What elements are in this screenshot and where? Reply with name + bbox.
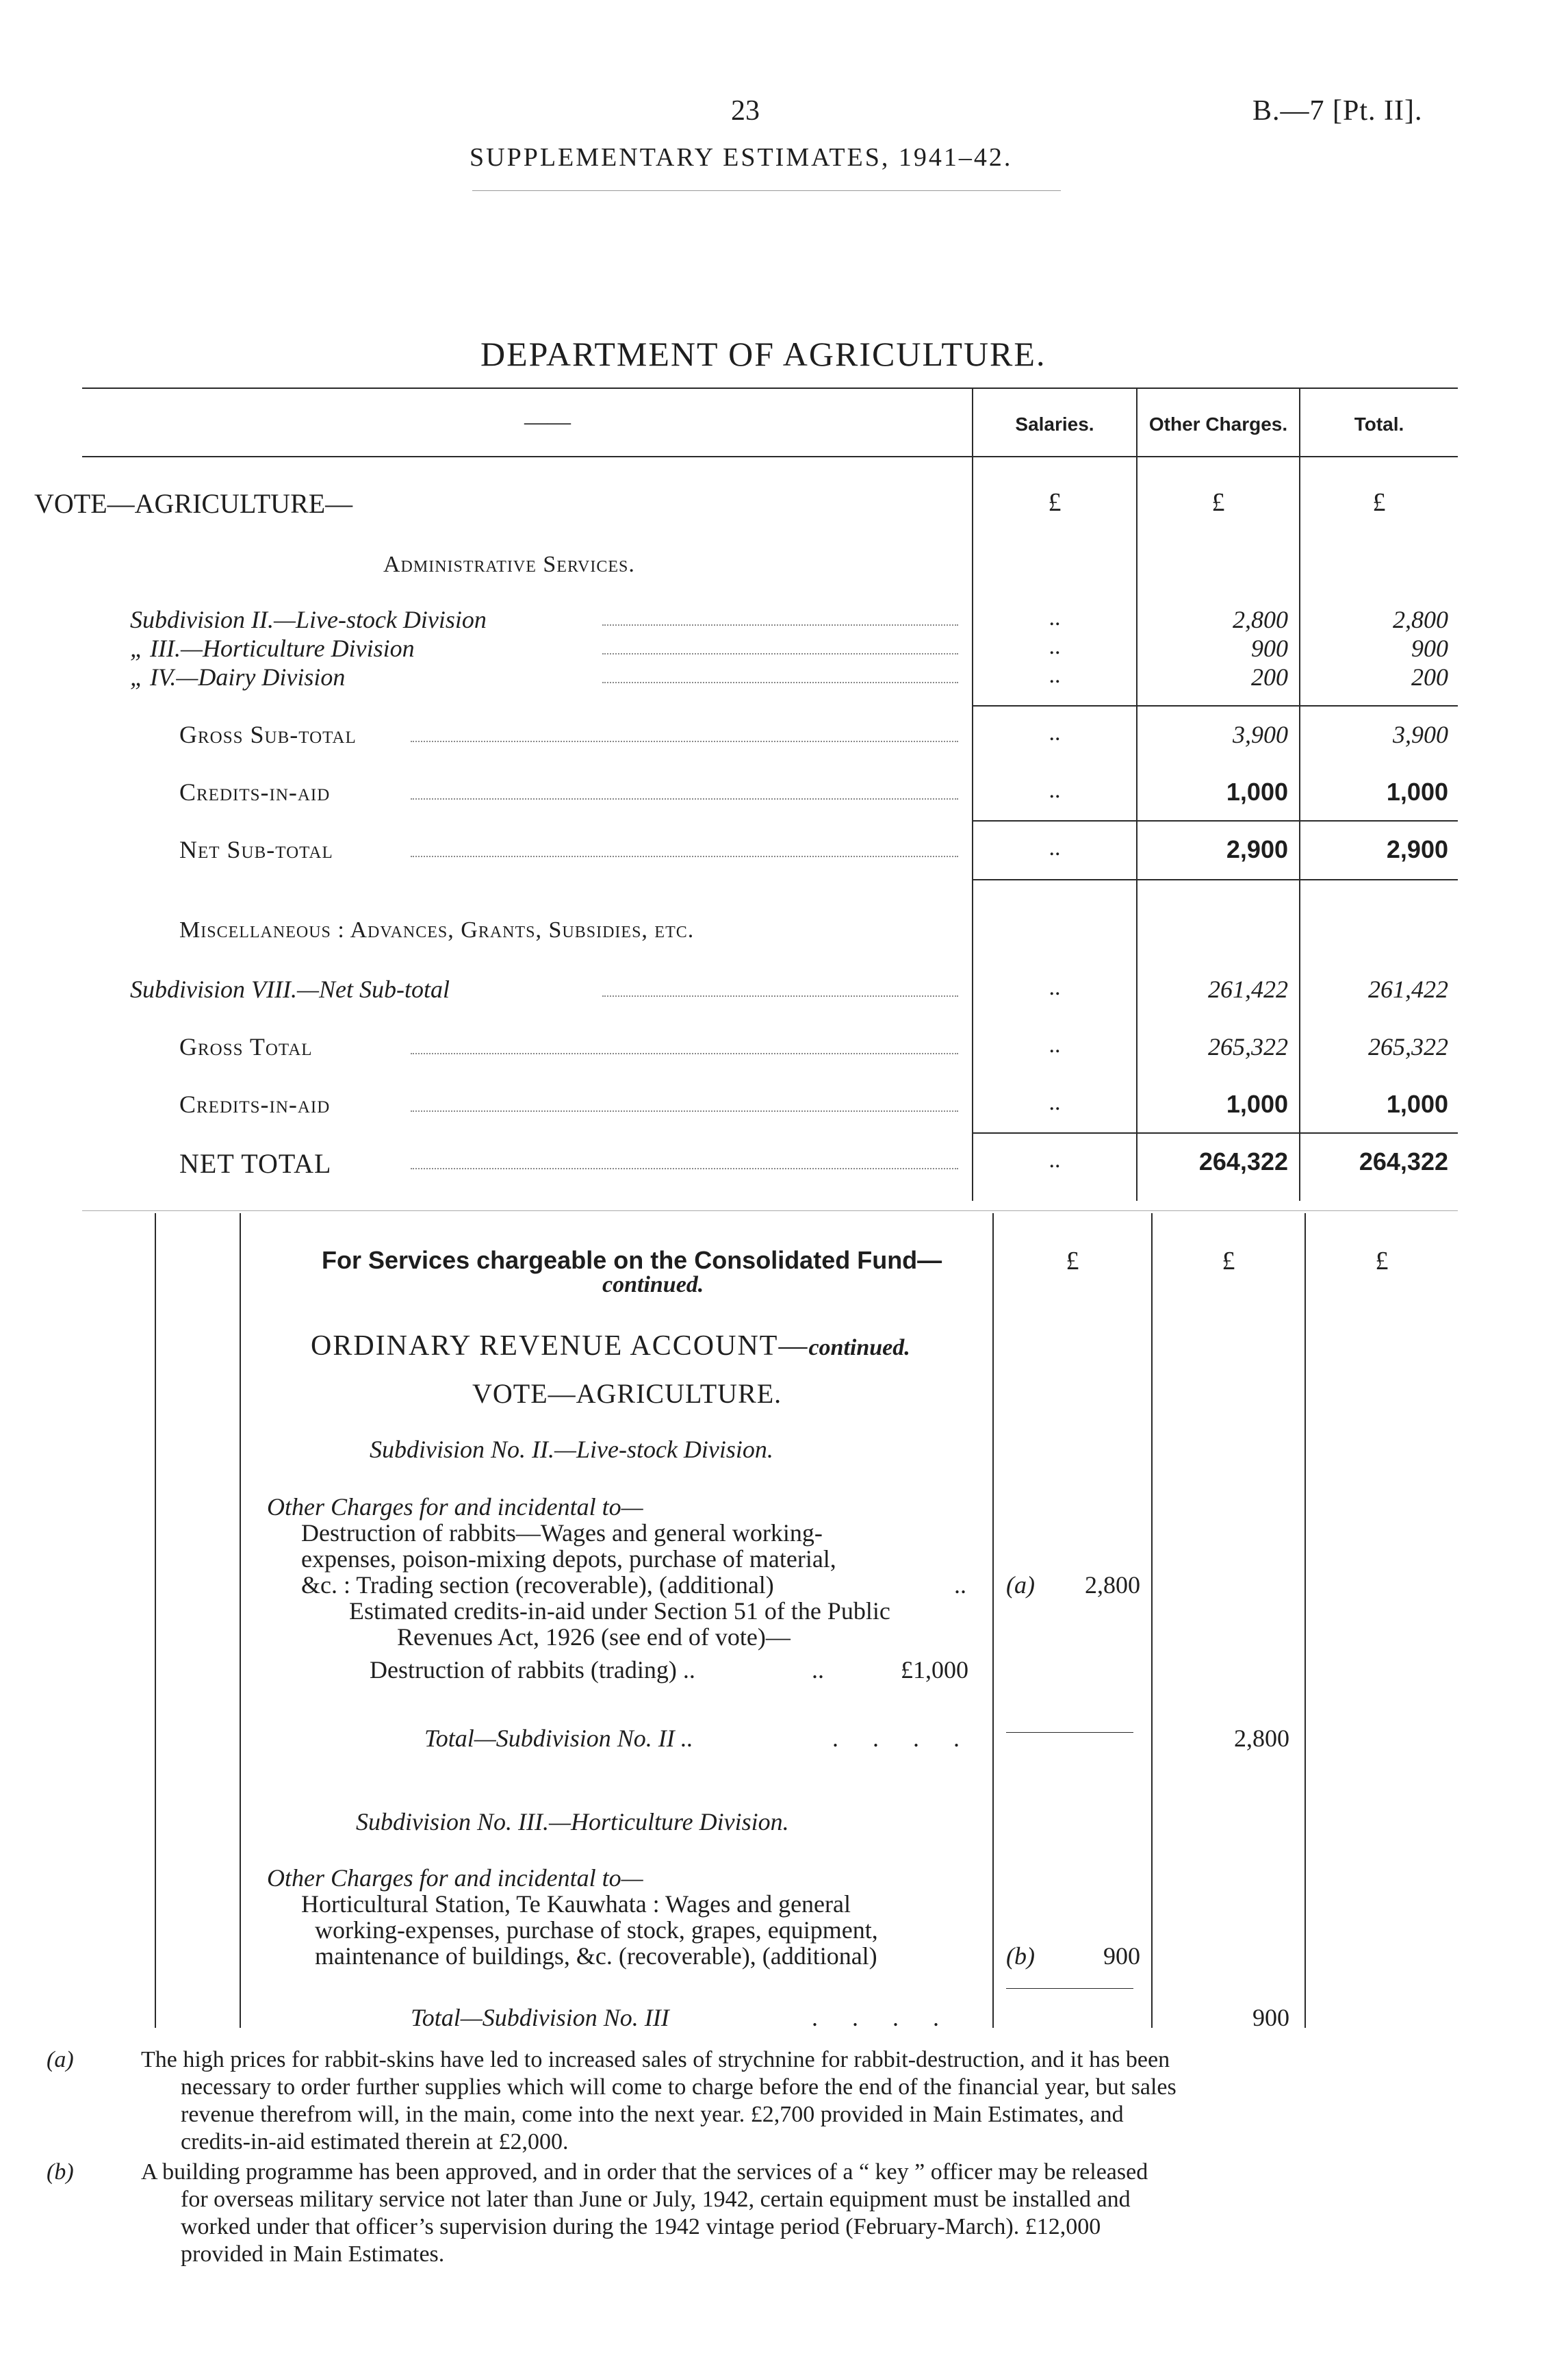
subdivision-viii-salaries: .. bbox=[1049, 975, 1061, 1000]
credits-in-aid-label: Credits-in-aid bbox=[179, 778, 331, 806]
document-reference: B.—7 [Pt. II]. bbox=[1252, 95, 1423, 127]
subdivision-iii-line: working-expenses, purchase of stock, grapes, equipment, bbox=[315, 1916, 878, 1944]
summary-row-label: Subdivision II.—Live-stock Division bbox=[130, 606, 487, 633]
gross-total-salaries: .. bbox=[1049, 1032, 1061, 1058]
summary-row-total: 200 bbox=[1411, 663, 1448, 691]
ordinary-revenue-title: ORDINARY REVENUE ACCOUNT— bbox=[311, 1330, 809, 1362]
gross-subtotal-other: 3,900 bbox=[1233, 721, 1288, 748]
leader-dots: .... bbox=[812, 2004, 973, 2031]
footnote-b-line: worked under that officer’s supervision during the 1942 vintage period (February-March). £12,000 bbox=[181, 2214, 1101, 2239]
gross-total-total: 265,322 bbox=[1368, 1033, 1448, 1060]
net-subtotal-rule-bottom bbox=[973, 879, 1458, 880]
subtotal-rule bbox=[973, 705, 1458, 707]
subdivision-ii-rule bbox=[1006, 1732, 1133, 1733]
subdivision-ii-line: &c. : Trading section (recoverable), (additional) bbox=[301, 1571, 774, 1599]
credits-in-aid-total: 1,000 bbox=[1386, 1090, 1448, 1118]
table-top-rule bbox=[82, 387, 1458, 389]
subdivision-ii-line: Revenues Act, 1926 (see end of vote)— bbox=[397, 1623, 791, 1651]
vote-heading: VOTE—AGRICULTURE— bbox=[34, 488, 353, 519]
footnote-b-line: provided in Main Estimates. bbox=[181, 2241, 445, 2267]
consolidated-fund-continued: continued. bbox=[602, 1272, 704, 1297]
footnote-a-line: revenue therefrom will, in the main, come into the next year. £2,700 provided in Main Estimates, and bbox=[181, 2102, 1124, 2127]
leader-dots bbox=[602, 653, 958, 656]
leader-dots: .. bbox=[954, 1571, 966, 1599]
leader-dots bbox=[411, 1168, 958, 1171]
leader-dots bbox=[411, 1053, 958, 1056]
detail-currency-3: £ bbox=[1375, 1247, 1389, 1275]
ordinary-revenue-continued: continued. bbox=[808, 1335, 910, 1360]
page-number: 23 bbox=[731, 95, 760, 127]
summary-row-salaries: .. bbox=[1049, 663, 1061, 688]
detail-inner-left-border bbox=[240, 1213, 241, 2028]
leader-dots bbox=[411, 798, 958, 801]
subdivision-iii-amount-note: (b) bbox=[1006, 1942, 1035, 1970]
summary-row-other: 200 bbox=[1251, 663, 1288, 691]
detail-col-divider-2 bbox=[1151, 1213, 1153, 2028]
subdivision-ii-other-charges-heading: Other Charges for and incidental to— bbox=[267, 1493, 643, 1521]
leader-dots bbox=[602, 995, 958, 998]
subdivision-iii-total: 900 bbox=[1252, 2004, 1289, 2031]
ordinary-revenue-heading bbox=[311, 1330, 910, 1362]
header-rule bbox=[472, 190, 1061, 191]
credits-in-aid-other: 1,000 bbox=[1226, 778, 1288, 806]
gross-subtotal-label: Gross Sub-total bbox=[179, 721, 357, 748]
net-subtotal-rule-top bbox=[973, 820, 1458, 822]
subdivision-iii-heading: Subdivision No. III.—Horticulture Division. bbox=[356, 1808, 789, 1835]
credits-in-aid-salaries: .. bbox=[1049, 1090, 1061, 1115]
subdivision-ii-amount: 2,800 bbox=[1085, 1571, 1140, 1599]
vote-agriculture-heading: VOTE—AGRICULTURE. bbox=[472, 1378, 782, 1409]
gross-total-label: Gross Total bbox=[179, 1033, 313, 1060]
detail-left-border bbox=[155, 1213, 156, 2028]
currency-total: £ bbox=[1372, 488, 1386, 517]
net-total-rule-top bbox=[973, 1132, 1458, 1134]
currency-salaries: £ bbox=[1048, 488, 1062, 517]
net-subtotal-label: Net Sub-total bbox=[179, 836, 333, 863]
leader-dots bbox=[602, 624, 958, 627]
footnote-a-line: credits-in-aid estimated therein at £2,000. bbox=[181, 2129, 569, 2154]
subdivision-viii-total: 261,422 bbox=[1368, 976, 1448, 1003]
col-header-other-charges: Other Charges. bbox=[1148, 414, 1288, 435]
subdivision-ii-total: 2,800 bbox=[1234, 1725, 1289, 1752]
net-total-total: 264,322 bbox=[1359, 1147, 1448, 1175]
subdivision-ii-total-label: Total—Subdivision No. II .. bbox=[424, 1725, 693, 1752]
subdivision-iii-rule bbox=[1006, 1988, 1133, 1989]
leader-dots: .. bbox=[812, 1656, 824, 1683]
leader-dots bbox=[602, 682, 958, 685]
subdivision-iii-total-label: Total—Subdivision No. III bbox=[411, 2004, 669, 2031]
subdivision-ii-line: Destruction of rabbits—Wages and general working- bbox=[301, 1519, 823, 1547]
footnote-b-line: for overseas military service not later than June or July, 1942, certain equipment must be installed and bbox=[181, 2187, 1131, 2212]
summary-row-other: 2,800 bbox=[1233, 606, 1288, 633]
gross-subtotal-total: 3,900 bbox=[1393, 721, 1448, 748]
admin-services-heading: Administrative Services. bbox=[383, 552, 635, 577]
subdivision-ii-credits-amount: £1,000 bbox=[901, 1656, 968, 1683]
subdivision-viii-other: 261,422 bbox=[1208, 976, 1288, 1003]
subdivision-iii-amount: 900 bbox=[1103, 1942, 1140, 1970]
misc-heading: Miscellaneous : Advances, Grants, Subsidies, etc. bbox=[179, 917, 695, 943]
footnote-b-line: A building programme has been approved, and in order that the services of a “ key ” officer may be released bbox=[141, 2159, 1148, 2185]
credits-in-aid-other: 1,000 bbox=[1226, 1090, 1288, 1118]
summary-row-total: 900 bbox=[1411, 635, 1448, 662]
net-total-other: 264,322 bbox=[1198, 1147, 1288, 1175]
col-header-salaries: Salaries. bbox=[1015, 414, 1094, 435]
subdivision-iii-line: maintenance of buildings, &c. (recoverable), (additional) bbox=[315, 1942, 877, 1970]
summary-row-label: „ III.—Horticulture Division bbox=[130, 635, 415, 662]
col-header-blank: —— bbox=[524, 409, 571, 435]
net-subtotal-other: 2,900 bbox=[1226, 835, 1288, 863]
credits-in-aid-total: 1,000 bbox=[1386, 778, 1448, 806]
detail-col-divider-3 bbox=[1304, 1213, 1306, 2028]
net-total-salaries: .. bbox=[1049, 1147, 1061, 1173]
summary-row-salaries: .. bbox=[1049, 634, 1061, 659]
subdivision-ii-heading: Subdivision No. II.—Live-stock Division. bbox=[370, 1436, 773, 1463]
summary-row-label: „ IV.—Dairy Division bbox=[130, 663, 346, 691]
footnote-a-line: The high prices for rabbit-skins have led to increased sales of strychnine for rabbit-destruction, and it has been bbox=[141, 2047, 1170, 2072]
footnote-a-line: necessary to order further supplies which will come to charge before the end of the financial year, but sales bbox=[181, 2074, 1177, 2100]
department-title: DEPARTMENT OF AGRICULTURE. bbox=[480, 335, 1046, 373]
consolidated-fund-heading: For Services chargeable on the Consolidated Fund— bbox=[322, 1246, 942, 1274]
subdivision-viii-label: Subdivision VIII.—Net Sub-total bbox=[130, 976, 450, 1003]
subdivision-ii-line: Destruction of rabbits (trading) .. bbox=[370, 1656, 695, 1683]
subdivision-ii-line: expenses, poison-mixing depots, purchase of material, bbox=[301, 1545, 836, 1573]
subdivision-ii-amount-note: (a) bbox=[1006, 1571, 1035, 1599]
currency-other: £ bbox=[1211, 488, 1225, 517]
detail-col-divider-1 bbox=[992, 1213, 994, 2028]
leader-dots bbox=[411, 1110, 958, 1113]
summary-row-salaries: .. bbox=[1049, 605, 1061, 631]
net-subtotal-salaries: .. bbox=[1049, 835, 1061, 861]
summary-row-other: 900 bbox=[1251, 635, 1288, 662]
net-total-label: NET TOTAL bbox=[179, 1148, 332, 1179]
leader-dots bbox=[411, 856, 958, 859]
detail-currency-1: £ bbox=[1066, 1247, 1079, 1275]
detail-currency-2: £ bbox=[1222, 1247, 1235, 1275]
leader-dots: .... bbox=[832, 1725, 994, 1752]
subdivision-ii-line: Estimated credits-in-aid under Section 51 of the Public bbox=[349, 1597, 890, 1625]
col-header-total: Total. bbox=[1354, 414, 1404, 435]
credits-in-aid-label: Credits-in-aid bbox=[179, 1091, 331, 1118]
footnote-b-mark: (b) bbox=[47, 2159, 74, 2185]
footnote-a-mark: (a) bbox=[47, 2047, 74, 2072]
running-title: SUPPLEMENTARY ESTIMATES, 1941–42. bbox=[470, 143, 1013, 172]
gross-total-other: 265,322 bbox=[1208, 1033, 1288, 1060]
credits-in-aid-salaries: .. bbox=[1049, 778, 1061, 803]
summary-bottom-rule bbox=[82, 1210, 1458, 1211]
net-subtotal-total: 2,900 bbox=[1386, 835, 1448, 863]
subdivision-iii-line: Horticultural Station, Te Kauwhata : Wages and general bbox=[301, 1890, 851, 1918]
summary-row-total: 2,800 bbox=[1393, 606, 1448, 633]
leader-dots bbox=[411, 741, 958, 743]
gross-subtotal-salaries: .. bbox=[1049, 720, 1061, 746]
table-header-rule bbox=[82, 456, 1458, 457]
subdivision-iii-other-charges-heading: Other Charges for and incidental to— bbox=[267, 1864, 643, 1892]
